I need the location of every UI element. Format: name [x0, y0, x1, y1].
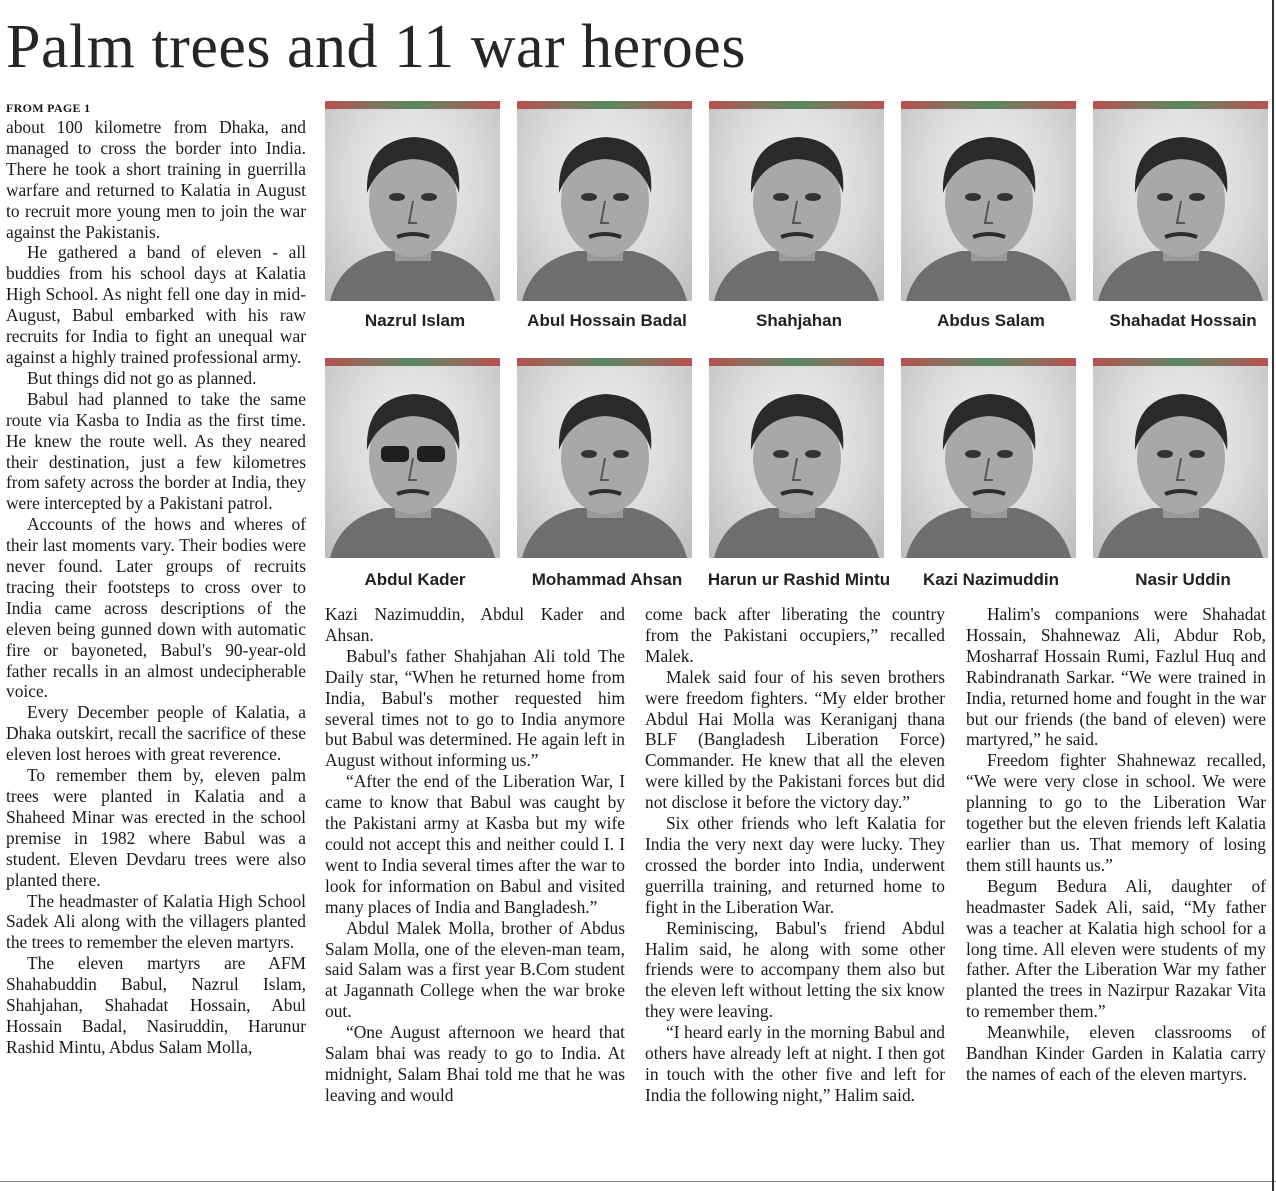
paragraph: He gathered a band of eleven - all buddies from his school days at Kalatia High School. As night fell one day in mid-August, Babul embarked with his raw recruits for India to fight an unequal war against a highly trained professional army. [6, 242, 306, 367]
portrait-caption: Abdus Salam [937, 311, 1045, 330]
portrait-silhouette [709, 101, 884, 301]
paragraph: Six other friends who left Kalatia for India the very next day were lucky. They crossed the border into India, underwent guerrilla training, and returned home to fight in the Liberation War. [645, 813, 945, 917]
portrait-photo [325, 358, 500, 558]
paragraph: To remember them by, eleven palm trees were planted in Kalatia and a Shaheed Minar was erected in the school premise in 1982 where Babul was a student. Eleven Devdaru trees were also planted there. [6, 765, 306, 890]
portrait-caption: Shahadat Hossain [1109, 311, 1257, 330]
portrait-photo [709, 358, 884, 558]
paragraph: Accounts of the hows and wheres of their last moments vary. Their bodies were never found. Later groups of recruits tracing their footsteps to cross over to India came across descriptions of the eleven being gunned down with automatic fire or bayoneted, Babul's 90-year-old father recalls in an almost undecipherable voice. [6, 514, 306, 702]
paragraph: Freedom fighter Shahnewaz recalled, “We were very close in school. We were planning to go to the Liberation War together but the eleven friends left Kalatia earlier than us. That memory of losing them still haunts us.” [966, 750, 1266, 875]
portrait-photo [901, 358, 1076, 558]
paragraph: Abdul Malek Molla, brother of Abdus Salam Molla, one of the eleven-man team, said Salam was a first year B.Com student at Jagannath College when the war broke out. [325, 917, 625, 1022]
article-column-2 [325, 604, 625, 1106]
portrait-silhouette [325, 101, 500, 301]
portrait-silhouette [517, 101, 692, 301]
portrait-caption: Nazrul Islam [364, 311, 466, 330]
portrait-photo [1093, 358, 1268, 558]
paragraph: Babul's father Shahjahan Ali told The Daily star, “When he returned home from India, Babul's mother requested him several times not to go to India anymore but Babul was determined. He again left in August without informing us.” [325, 645, 625, 771]
paragraph: “After the end of the Liberation War, I came to know that Babul was caught by the Pakistani army at Kasba but my wife could not accept this and neither could I. I went to India several times after the war to look for information on Babul and visited many places of India and Bangladesh.” [325, 771, 625, 917]
portrait-silhouette [901, 358, 1076, 558]
bottom-divider [0, 1181, 1276, 1182]
portrait-photo [1093, 101, 1268, 301]
portrait-silhouette [709, 358, 884, 558]
portrait-caption: Harun ur Rashid Mintu [707, 570, 891, 589]
paragraph: Malek said four of his seven brothers were freedom fighters. “My elder brother Abdul Hai Molla was Keraniganj thana BLF (Bangladesh Liberation Force) Commander. He knew that all the eleven were killed by the Pakistani forces but did not disclose it before the victory day.” [645, 666, 945, 813]
portrait-photo [517, 101, 692, 301]
paragraph: Reminiscing, Babul's friend Abdul Halim said, he along with some other friends were to accompany them also but the eleven left without letting the six know they were leaving. [645, 917, 945, 1022]
paragraph: about 100 kilometre from Dhaka, and managed to cross the border into India. There he took a short training in guerrilla warfare and returned to Kalatia in August to recruit more young men to join the war against the Pakistanis. [6, 117, 306, 242]
paragraph: Halim's companions were Shahadat Hossain, Shahnewaz Ali, Abdur Rob, Mosharraf Hossain Rumi, Fazlul Huq and Rabindranath Sarkar. “We were trained in India, returned home and fought in the war but our friends (the band of eleven) were martyred,” he said. [966, 604, 1266, 750]
paragraph: Kazi Nazimuddin, Abdul Kader and Ahsan. [325, 604, 625, 645]
portrait-photo [709, 101, 884, 301]
paragraph: “One August afternoon we heard that Salam bhai was ready to go to India. At midnight, Salam Bhai told me that he was leaving and would [325, 1022, 625, 1105]
portrait-caption: Nasir Uddin [1135, 570, 1231, 589]
portrait-caption: Abul Hossain Badal [527, 311, 687, 330]
portrait-caption: Mohammad Ahsan [531, 570, 683, 589]
paragraph: Begum Bedura Ali, daughter of headmaster Sadek Ali, said, “My father was a teacher at Kalatia high school for a long time. All eleven were students of my father. After the Liberation War my father planted the trees in Nazirpur Razakar Vita to remember them.” [966, 875, 1266, 1022]
article-column-1 [6, 117, 306, 1058]
paragraph: Meanwhile, eleven classrooms of Bandhan Kinder Garden in Kalatia carry the names of each of the eleven martyrs. [966, 1022, 1266, 1084]
portrait-silhouette [1093, 101, 1268, 301]
portrait-photo [901, 101, 1076, 301]
paragraph: Babul had planned to take the same route via Kasba to India as the first time. He knew the route well. As they neared their destination, just a few kilometres from safety across the border at India, they were intercepted by a Pakistani patrol. [6, 388, 306, 514]
article-column-3 [645, 604, 945, 1106]
headline: Palm trees and 11 war heroes [6, 13, 746, 81]
portrait-silhouette [1093, 358, 1268, 558]
article-column-4 [966, 604, 1266, 1085]
paragraph: The eleven martyrs are AFM Shahabuddin Babul, Nazrul Islam, Shahjahan, Shahadat Hossain, Abul Hossain Badal, Nasiruddin, Harunur Rashid Mintu, Abdus Salam Molla, [6, 953, 306, 1057]
portrait-silhouette [325, 358, 500, 558]
portrait-photo [517, 358, 692, 558]
portrait-photo [325, 101, 500, 301]
paragraph: “I heard early in the morning Babul and others have already left at night. I then got in touch with the other five and left for India the following night,” Halim said. [645, 1022, 945, 1105]
portrait-caption: Shahjahan [756, 311, 842, 330]
right-divider [1272, 0, 1274, 1191]
portrait-caption: Abdul Kader [364, 570, 466, 589]
paragraph: But things did not go as planned. [27, 367, 257, 388]
jump-line: FROM PAGE 1 [6, 101, 91, 115]
paragraph: Every December people of Kalatia, a Dhaka outskirt, recall the sacrifice of these eleven lost heroes with great reverence. [6, 702, 306, 765]
portrait-caption: Kazi Nazimuddin [922, 570, 1059, 589]
portrait-silhouette [517, 358, 692, 558]
paragraph: The headmaster of Kalatia High School Sadek Ali along with the villagers planted the trees to remember the eleven martyrs. [6, 890, 306, 953]
paragraph: come back after liberating the country from the Pakistani occupiers,” recalled Malek. [645, 604, 945, 666]
portrait-silhouette [901, 101, 1076, 301]
